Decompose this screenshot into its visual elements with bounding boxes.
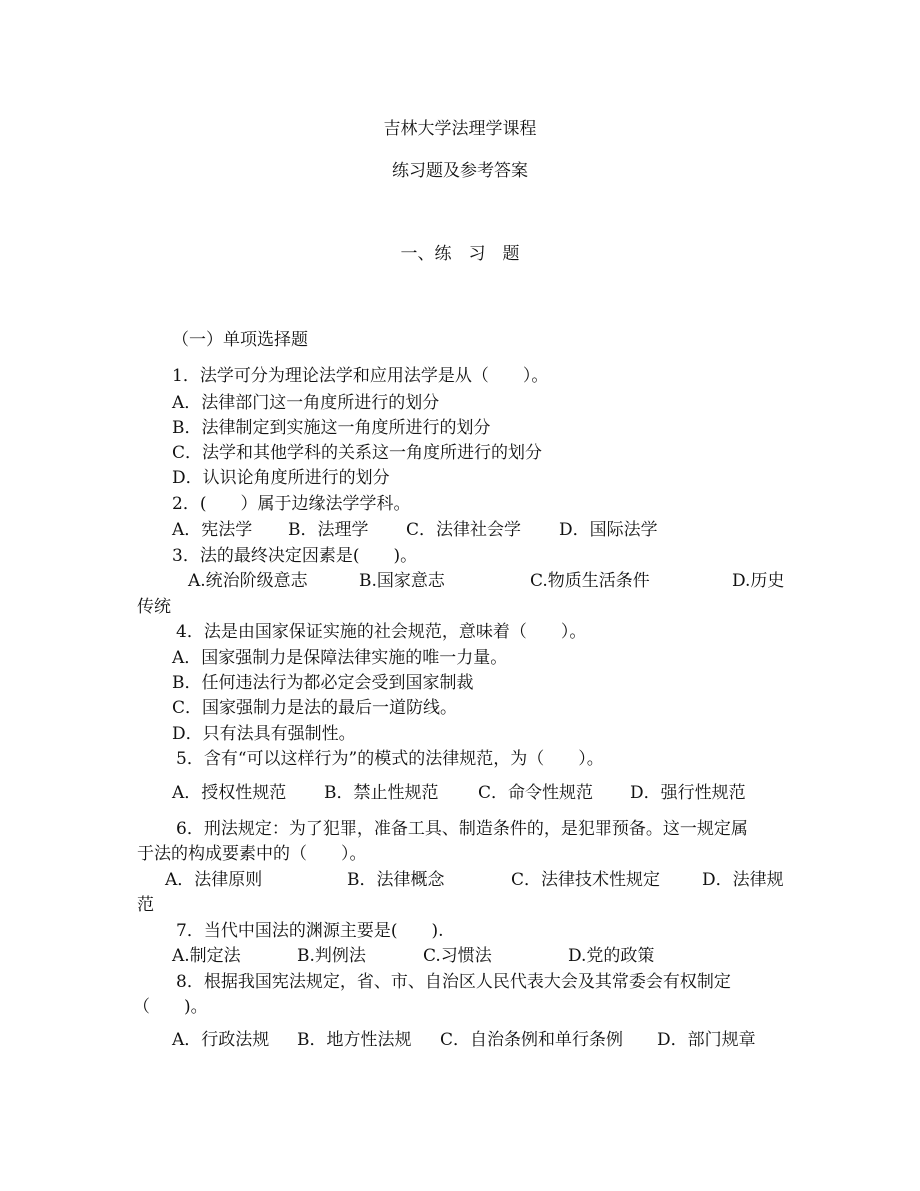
question-7-option-b: B.判例法 bbox=[297, 946, 366, 966]
question-6-option-d-continuation: 范 bbox=[137, 895, 154, 915]
question-5-option-d: D．强行性规范 bbox=[630, 783, 746, 803]
question-1-option-a: A．法律部门这一角度所进行的划分 bbox=[172, 393, 440, 413]
question-4-option-c: C．国家强制力是法的最后一道防线。 bbox=[172, 698, 458, 718]
question-7-option-c: C.习惯法 bbox=[423, 946, 492, 966]
question-5-option-c: C．命令性规范 bbox=[478, 783, 594, 803]
question-8-option-c: C．自治条例和单行条例 bbox=[440, 1030, 624, 1050]
question-3-option-b: B.国家意志 bbox=[359, 571, 445, 591]
document-subtitle: 练习题及参考答案 bbox=[392, 161, 528, 181]
document-title: 吉林大学法理学课程 bbox=[383, 119, 537, 139]
question-2-option-c: C．法律社会学 bbox=[406, 520, 522, 540]
question-7-option-d: D.党的政策 bbox=[568, 946, 655, 966]
question-3-option-a: A.统治阶级意志 bbox=[188, 571, 308, 591]
section-heading: （一）单项选择题 bbox=[172, 330, 308, 350]
question-7-stem: 7．当代中国法的渊源主要是( ). bbox=[176, 921, 444, 941]
question-4-option-d: D．只有法具有强制性。 bbox=[172, 724, 356, 744]
question-8-option-a: A．行政法规 bbox=[172, 1030, 270, 1050]
question-4-option-b: B．任何违法行为都必定会受到国家制裁 bbox=[172, 673, 474, 693]
question-3-option-d-continuation: 传统 bbox=[137, 597, 171, 617]
question-6-option-b: B．法律概念 bbox=[347, 870, 445, 890]
part-heading: 一、练 习 题 bbox=[400, 244, 520, 264]
question-6-option-a: A．法律原则 bbox=[165, 870, 263, 890]
question-7-option-a: A.制定法 bbox=[172, 946, 241, 966]
question-4-option-a: A．国家强制力是保障法律实施的唯一力量。 bbox=[172, 648, 508, 668]
question-6-option-c: C．法律技术性规定 bbox=[511, 870, 661, 890]
question-1-option-c: C．法学和其他学科的关系这一角度所进行的划分 bbox=[172, 443, 543, 463]
question-1-stem: 1．法学可分为理论法学和应用法学是从（ ）。 bbox=[172, 366, 549, 386]
question-8-stem-continuation: （ )。 bbox=[133, 997, 208, 1017]
question-2-option-a: A．宪法学 bbox=[172, 520, 253, 540]
question-5-option-b: B．禁止性规范 bbox=[324, 783, 439, 803]
question-8-option-b: B．地方性法规 bbox=[297, 1030, 412, 1050]
question-5-option-a: A．授权性规范 bbox=[172, 783, 287, 803]
question-1-option-b: B．法律制定到实施这一角度所进行的划分 bbox=[172, 418, 491, 438]
question-5-stem: 5．含有“可以这样行为”的模式的法律规范，为（ ）。 bbox=[176, 749, 604, 769]
question-8-option-d: D．部门规章 bbox=[657, 1030, 756, 1050]
question-3-option-c: C.物质生活条件 bbox=[530, 571, 650, 591]
question-6-option-d: D．法律规 bbox=[702, 870, 784, 890]
question-4-stem: 4．法是由国家保证实施的社会规范，意味着（ ）。 bbox=[176, 622, 587, 642]
question-8-stem: 8．根据我国宪法规定，省、市、自治区人民代表大会及其常委会有权制定 bbox=[176, 972, 731, 992]
question-6-stem-continuation: 于法的构成要素中的（ ）。 bbox=[137, 844, 367, 864]
question-2-stem: 2．( ）属于边缘法学学科。 bbox=[172, 494, 411, 514]
question-3-stem: 3．法的最终决定因素是( )。 bbox=[172, 546, 418, 566]
question-3-option-d: D.历史 bbox=[732, 571, 785, 591]
question-2-option-b: B．法理学 bbox=[288, 520, 369, 540]
question-2-option-d: D．国际法学 bbox=[559, 520, 658, 540]
question-6-stem: 6．刑法规定：为了犯罪，准备工具、制造条件的，是犯罪预备。这一规定属 bbox=[176, 819, 748, 839]
question-1-option-d: D．认识论角度所进行的划分 bbox=[172, 468, 390, 488]
